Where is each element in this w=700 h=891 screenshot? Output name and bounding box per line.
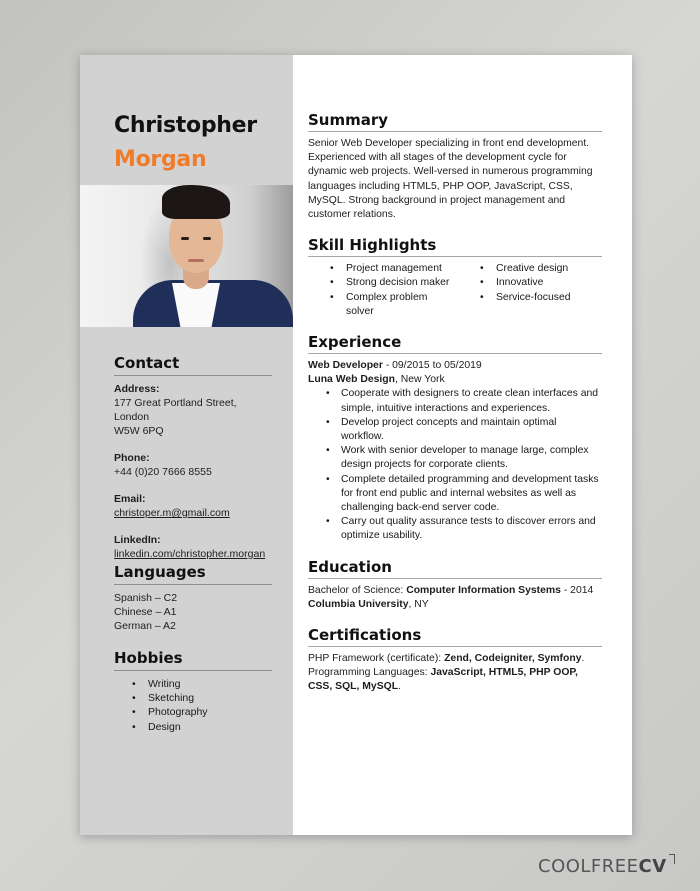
- skills-heading: Skill Highlights: [308, 236, 602, 257]
- job-company-line: [308, 373, 602, 387]
- job-bullet: • Complete detailed programming and development tasks for front end public and internal websites as well as challenging back-end server code.: [326, 473, 602, 516]
- hobby-item: • Writing: [132, 677, 272, 691]
- watermark-light: COOLFREE: [538, 856, 639, 877]
- language-item: Spanish – C2: [114, 592, 178, 604]
- email-label: Email:: [114, 493, 146, 505]
- linkedin-link[interactable]: linkedin.com/christopher.morgan: [114, 548, 266, 560]
- address-label: Address:: [114, 383, 160, 395]
- job-title: Web Developer: [308, 360, 383, 372]
- skill-item: • Strong decision maker: [330, 276, 480, 290]
- degree-prefix: Bachelor of Science:: [308, 584, 407, 596]
- education-section: [308, 558, 602, 612]
- address: [114, 382, 272, 438]
- address-line2: W5W 6PQ: [114, 425, 164, 437]
- skill-item: • Project management: [330, 262, 480, 276]
- watermark-bold: CV: [638, 856, 667, 877]
- linkedin-label: LinkedIn:: [114, 534, 161, 546]
- hobbies-section: [114, 649, 272, 734]
- degree-major: Computer Information Systems: [406, 584, 561, 596]
- experience-section: [308, 333, 602, 544]
- sidebar: [80, 55, 293, 835]
- photo-hair: [162, 185, 230, 219]
- skill-item: • Service-focused: [480, 291, 571, 305]
- hobby-item: • Photography: [132, 705, 272, 719]
- photo-eye: [203, 237, 211, 240]
- profile-photo: [80, 185, 293, 327]
- certifications-section: [308, 626, 602, 695]
- corner-mark-icon: [669, 854, 675, 864]
- language-item: Chinese – A1: [114, 606, 177, 618]
- photo-shirt: [172, 283, 220, 327]
- contact-heading: Contact: [114, 354, 272, 376]
- email: [114, 492, 272, 520]
- education-heading: Education: [308, 558, 602, 579]
- cert-line1-prefix: PHP Framework (certificate):: [308, 653, 445, 665]
- degree-year: - 2014: [560, 584, 594, 596]
- job-location: , New York: [394, 374, 445, 386]
- cert-line2-prefix: Programming Languages:: [308, 667, 431, 679]
- job-company: Luna Web Design: [308, 374, 395, 386]
- hobby-item: • Sketching: [132, 691, 272, 705]
- cert-line2-bold: JavaScript, HTML5, PHP OOP, CSS, SQL, MySQL: [308, 667, 578, 693]
- certifications-heading: Certifications: [308, 626, 602, 647]
- hobby-item: • Design: [132, 720, 272, 734]
- cert-line2-suffix: .: [398, 681, 401, 693]
- email-link[interactable]: christoper.m@gmail.com: [114, 507, 230, 519]
- skill-item: • Innovative: [480, 276, 571, 290]
- watermark-logo: [538, 856, 667, 877]
- hobbies-heading: Hobbies: [114, 649, 272, 671]
- cert-line1-suffix: .: [581, 653, 585, 665]
- job-title-line: [308, 359, 602, 373]
- skill-item: • Creative design: [480, 262, 571, 276]
- name-first: Christopher: [114, 113, 257, 138]
- school-location: , NY: [408, 598, 429, 610]
- languages-section: [114, 563, 272, 633]
- phone-value: +44 (0)20 7666 8555: [114, 466, 212, 478]
- photo-eye: [181, 237, 189, 240]
- job-dates: - 09/2015 to 05/2019: [382, 360, 482, 372]
- phone-label: Phone:: [114, 452, 150, 464]
- skills-section: [308, 236, 602, 319]
- education-school: [308, 598, 602, 612]
- certifications-text: [308, 652, 602, 695]
- job-bullet: • Carry out quality assurance tests to discover errors and optimize usability.: [326, 515, 602, 543]
- photo-mouth: [188, 259, 204, 262]
- main-content: [293, 55, 632, 835]
- language-item: German – A2: [114, 620, 176, 632]
- school-name: Columbia University: [308, 598, 409, 610]
- address-line1: 177 Great Portland Street, London: [114, 397, 237, 423]
- linkedin: [114, 533, 272, 561]
- contact-section: [114, 354, 272, 574]
- summary-text: Senior Web Developer specializing in front end development. Experienced with all stages of the development cycle for dynamic web projects. Well-versed in numerous programming languages including HTML5, PHP OOP, JavaScript, CSS, MySQL. Strong background in project management and customer relations.: [308, 138, 593, 221]
- skill-item: • Complex problem solver: [330, 291, 450, 319]
- languages-heading: Languages: [114, 563, 272, 585]
- education-degree: [308, 584, 602, 598]
- summary-section: [308, 111, 602, 222]
- job-bullet: • Cooperate with designers to create clean interfaces and simple, intuitive interactions and experiences.: [326, 387, 602, 415]
- cert-line1-bold: Zend, Codeigniter, Symfony: [444, 653, 582, 665]
- phone: [114, 451, 272, 479]
- experience-heading: Experience: [308, 333, 602, 354]
- job-bullet: • Work with senior developer to manage large, complex design projects for corporate clients.: [326, 444, 602, 472]
- resume-page: [80, 55, 632, 835]
- job-bullet: • Develop project concepts and maintain optimal workflow.: [326, 416, 602, 444]
- name-last: Morgan: [114, 147, 207, 172]
- skills-column-2: [480, 262, 571, 319]
- summary-heading: Summary: [308, 111, 602, 132]
- skills-column-1: [330, 262, 480, 319]
